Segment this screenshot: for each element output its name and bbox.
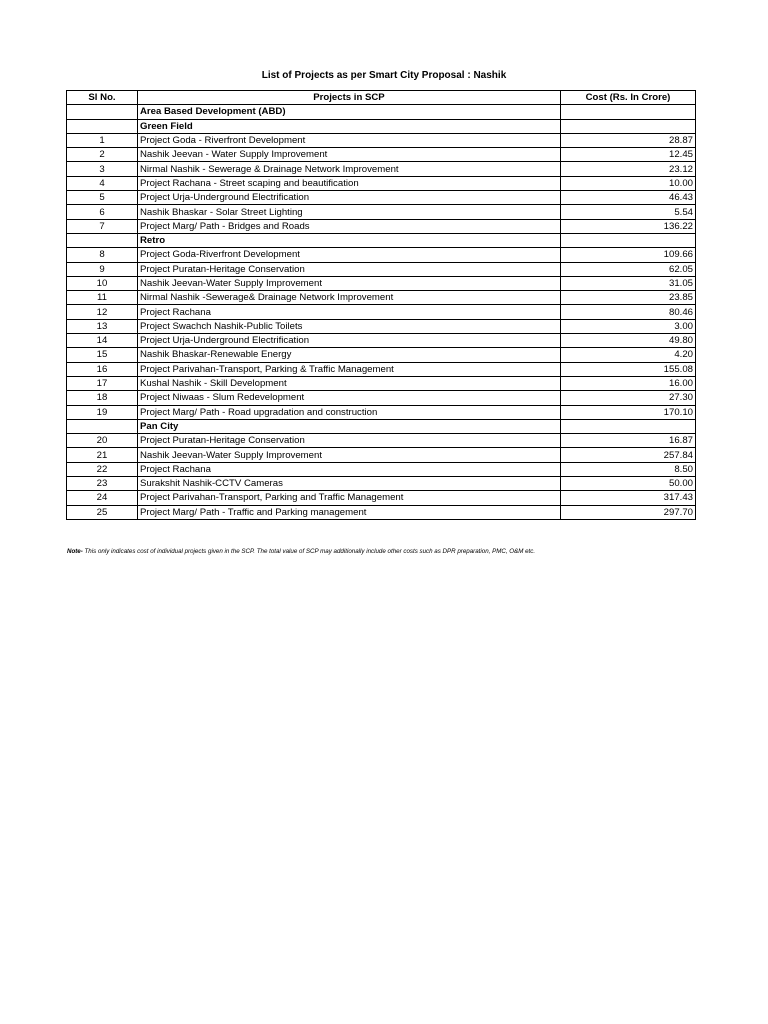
table-row bbox=[67, 162, 696, 176]
project-cell: Project Goda-Riverfront Development bbox=[138, 248, 561, 262]
sl-cell: 18 bbox=[67, 391, 138, 405]
note-text: This only indicates cost of individual projects given in the SCP. The total value of SCP may additionally include other costs such as DPR preparation, PMC, O&M etc. bbox=[82, 548, 536, 555]
abd-heading: Area Based Development (ABD) bbox=[138, 105, 561, 119]
cost-cell: 317.43 bbox=[561, 491, 696, 505]
project-cell: Nashik Jeevan-Water Supply Improvement bbox=[138, 276, 561, 290]
table-row bbox=[67, 276, 696, 290]
table-row bbox=[67, 505, 696, 519]
project-cell: Project Parivahan-Transport, Parking & Traffic Management bbox=[138, 362, 561, 376]
section-heading: Green Field bbox=[138, 119, 561, 133]
cost-cell: 80.46 bbox=[561, 305, 696, 319]
sl-cell: 14 bbox=[67, 334, 138, 348]
cost-cell: 16.00 bbox=[561, 376, 696, 390]
project-cell: Nashik Bhaskar - Solar Street Lighting bbox=[138, 205, 561, 219]
table-row bbox=[67, 205, 696, 219]
sl-cell: 15 bbox=[67, 348, 138, 362]
section-heading-sl bbox=[67, 419, 138, 433]
section-heading: Retro bbox=[138, 233, 561, 247]
project-cell: Project Parivahan-Transport, Parking and Traffic Management bbox=[138, 491, 561, 505]
cost-cell: 62.05 bbox=[561, 262, 696, 276]
footnote bbox=[67, 548, 535, 555]
section-heading-cost bbox=[561, 233, 696, 247]
header-sl-no: Sl No. bbox=[67, 91, 138, 105]
sl-cell: 16 bbox=[67, 362, 138, 376]
cost-cell: 28.87 bbox=[561, 133, 696, 147]
table-row bbox=[67, 319, 696, 333]
cost-cell: 16.87 bbox=[561, 434, 696, 448]
cost-cell: 46.43 bbox=[561, 191, 696, 205]
project-cell: Project Rachana bbox=[138, 462, 561, 476]
cost-cell: 8.50 bbox=[561, 462, 696, 476]
sl-cell: 20 bbox=[67, 434, 138, 448]
sl-cell: 25 bbox=[67, 505, 138, 519]
section-heading-cost bbox=[561, 419, 696, 433]
sl-cell: 8 bbox=[67, 248, 138, 262]
abd-heading-cost bbox=[561, 105, 696, 119]
sl-cell: 17 bbox=[67, 376, 138, 390]
sl-cell: 7 bbox=[67, 219, 138, 233]
sl-cell: 22 bbox=[67, 462, 138, 476]
table-row bbox=[67, 448, 696, 462]
sl-cell: 2 bbox=[67, 148, 138, 162]
sl-cell: 12 bbox=[67, 305, 138, 319]
table-body bbox=[67, 105, 696, 520]
page-title: List of Projects as per Smart City Proposal : Nashik bbox=[261, 70, 507, 81]
table-row bbox=[67, 477, 696, 491]
sl-cell: 9 bbox=[67, 262, 138, 276]
project-cell: Surakshit Nashik-CCTV Cameras bbox=[138, 477, 561, 491]
section-heading-row bbox=[67, 119, 696, 133]
cost-cell: 3.00 bbox=[561, 319, 696, 333]
sl-cell: 21 bbox=[67, 448, 138, 462]
cost-cell: 297.70 bbox=[561, 505, 696, 519]
header-projects: Projects in SCP bbox=[138, 91, 561, 105]
cost-cell: 23.12 bbox=[561, 162, 696, 176]
cost-cell: 155.08 bbox=[561, 362, 696, 376]
table-row bbox=[67, 248, 696, 262]
cost-cell: 12.45 bbox=[561, 148, 696, 162]
cost-cell: 136.22 bbox=[561, 219, 696, 233]
section-heading-sl bbox=[67, 233, 138, 247]
abd-heading-row bbox=[67, 105, 696, 119]
table-row bbox=[67, 191, 696, 205]
table-row bbox=[67, 334, 696, 348]
cost-cell: 50.00 bbox=[561, 477, 696, 491]
table-row bbox=[67, 391, 696, 405]
table-row bbox=[67, 434, 696, 448]
cost-cell: 49.80 bbox=[561, 334, 696, 348]
table-row bbox=[67, 262, 696, 276]
table-row bbox=[67, 405, 696, 419]
table-row bbox=[67, 362, 696, 376]
project-cell: Nirmal Nashik -Sewerage& Drainage Network Improvement bbox=[138, 291, 561, 305]
project-cell: Project Marg/ Path - Traffic and Parking management bbox=[138, 505, 561, 519]
cost-cell: 109.66 bbox=[561, 248, 696, 262]
sl-cell: 3 bbox=[67, 162, 138, 176]
sl-cell: 11 bbox=[67, 291, 138, 305]
section-heading-cost bbox=[561, 119, 696, 133]
project-cell: Nashik Jeevan - Water Supply Improvement bbox=[138, 148, 561, 162]
section-heading-row bbox=[67, 419, 696, 433]
note-label: Note- bbox=[67, 548, 83, 555]
project-cell: Project Urja-Underground Electrification bbox=[138, 334, 561, 348]
sl-cell: 1 bbox=[67, 133, 138, 147]
project-cell: Project Marg/ Path - Road upgradation and construction bbox=[138, 405, 561, 419]
sl-cell: 10 bbox=[67, 276, 138, 290]
project-cell: Kushal Nashik - Skill Development bbox=[138, 376, 561, 390]
table-row bbox=[67, 462, 696, 476]
sl-cell: 5 bbox=[67, 191, 138, 205]
sl-cell: 23 bbox=[67, 477, 138, 491]
project-cell: Nashik Bhaskar-Renewable Energy bbox=[138, 348, 561, 362]
sl-cell: 13 bbox=[67, 319, 138, 333]
project-cell: Project Niwaas - Slum Redevelopment bbox=[138, 391, 561, 405]
table-row bbox=[67, 491, 696, 505]
abd-heading-sl bbox=[67, 105, 138, 119]
cost-cell: 5.54 bbox=[561, 205, 696, 219]
section-heading: Pan City bbox=[138, 419, 561, 433]
cost-cell: 257.84 bbox=[561, 448, 696, 462]
table-row bbox=[67, 148, 696, 162]
cost-cell: 170.10 bbox=[561, 405, 696, 419]
cost-cell: 27.30 bbox=[561, 391, 696, 405]
table-header-row bbox=[67, 91, 696, 105]
project-cell: Nirmal Nashik - Sewerage & Drainage Network Improvement bbox=[138, 162, 561, 176]
section-heading-sl bbox=[67, 119, 138, 133]
cost-cell: 31.05 bbox=[561, 276, 696, 290]
table-row bbox=[67, 133, 696, 147]
table-row bbox=[67, 176, 696, 190]
project-cell: Project Rachana bbox=[138, 305, 561, 319]
sl-cell: 6 bbox=[67, 205, 138, 219]
sl-cell: 19 bbox=[67, 405, 138, 419]
project-cell: Project Swachch Nashik-Public Toilets bbox=[138, 319, 561, 333]
sl-cell: 4 bbox=[67, 176, 138, 190]
table-row bbox=[67, 348, 696, 362]
table-row bbox=[67, 219, 696, 233]
table-row bbox=[67, 305, 696, 319]
cost-cell: 10.00 bbox=[561, 176, 696, 190]
projects-table bbox=[66, 90, 696, 520]
project-cell: Project Rachana - Street scaping and beautification bbox=[138, 176, 561, 190]
table-row bbox=[67, 376, 696, 390]
header-cost: Cost (Rs. In Crore) bbox=[561, 91, 696, 105]
cost-cell: 4.20 bbox=[561, 348, 696, 362]
project-cell: Project Urja-Underground Electrification bbox=[138, 191, 561, 205]
project-cell: Project Marg/ Path - Bridges and Roads bbox=[138, 219, 561, 233]
project-cell: Project Puratan-Heritage Conservation bbox=[138, 262, 561, 276]
sl-cell: 24 bbox=[67, 491, 138, 505]
project-cell: Project Goda - Riverfront Development bbox=[138, 133, 561, 147]
table-row bbox=[67, 291, 696, 305]
cost-cell: 23.85 bbox=[561, 291, 696, 305]
section-heading-row bbox=[67, 233, 696, 247]
project-cell: Project Puratan-Heritage Conservation bbox=[138, 434, 561, 448]
project-cell: Nashik Jeevan-Water Supply Improvement bbox=[138, 448, 561, 462]
